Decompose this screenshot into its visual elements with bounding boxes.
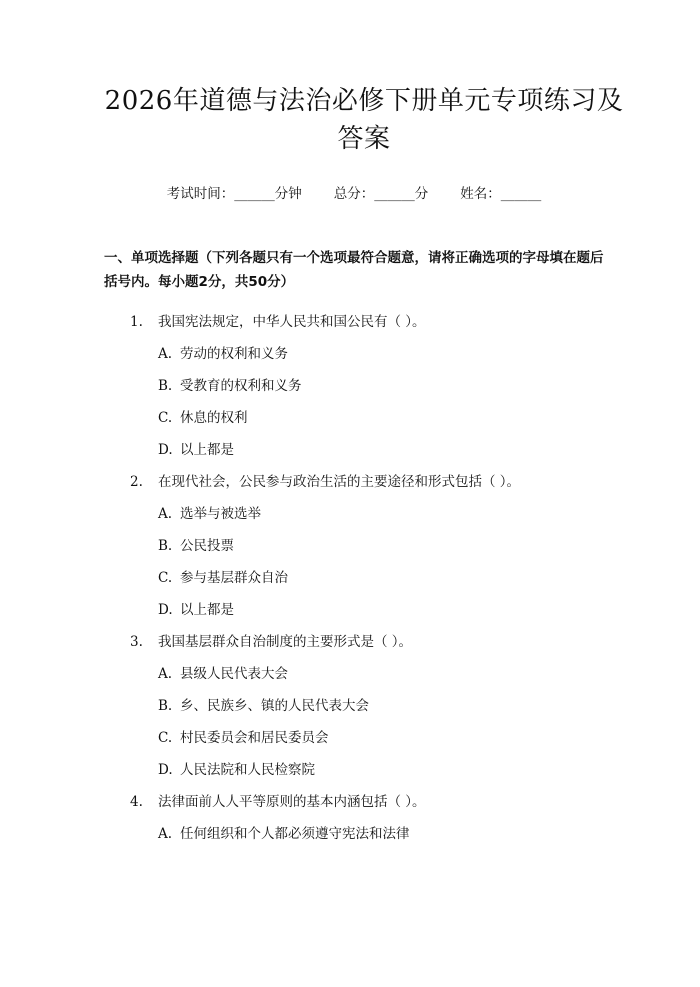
option-letter: D. bbox=[158, 762, 173, 778]
option-3-a bbox=[104, 664, 604, 696]
section-heading: 一、单项选择题（下列各题只有一个选项最符合题意，请将正确选项的字母填在题后括号内。每小题2分，共50分） bbox=[104, 250, 604, 290]
option-text: 受教育的权利和义务 bbox=[180, 378, 302, 394]
option-1-c bbox=[104, 408, 604, 440]
option-3-c bbox=[104, 728, 604, 760]
option-2-b bbox=[104, 536, 604, 568]
option-text: 选举与被选举 bbox=[180, 506, 261, 522]
option-text: 乡、民族乡、镇的人民代表大会 bbox=[180, 698, 369, 714]
option-letter: B. bbox=[158, 378, 173, 394]
option-letter: A. bbox=[158, 826, 173, 842]
option-letter: B. bbox=[158, 538, 173, 554]
question-text: 在现代社会，公民参与政治生活的主要途径和形式包括（ ）。 bbox=[158, 474, 521, 490]
exam-time-field: 考试时间：______分钟 bbox=[166, 186, 302, 202]
name-field: 姓名：______ bbox=[460, 186, 542, 202]
option-text: 以上都是 bbox=[180, 602, 234, 618]
option-text: 参与基层群众自治 bbox=[180, 570, 288, 586]
option-letter: D. bbox=[158, 602, 173, 618]
option-text: 人民法院和人民检察院 bbox=[180, 762, 315, 778]
option-letter: A. bbox=[158, 506, 173, 522]
question-text: 我国宪法规定，中华人民共和国公民有（ ）。 bbox=[158, 314, 426, 330]
question-number: 1. bbox=[130, 314, 143, 330]
option-1-b bbox=[104, 376, 604, 408]
document-title: 2026年道德与法治必修下册单元专项练习及答案 bbox=[104, 86, 624, 154]
option-letter: D. bbox=[158, 442, 173, 458]
option-text: 休息的权利 bbox=[180, 410, 248, 426]
option-2-d bbox=[104, 600, 604, 632]
option-letter: C. bbox=[158, 570, 173, 586]
option-4-a bbox=[104, 824, 604, 856]
option-text: 县级人民代表大会 bbox=[180, 666, 288, 682]
option-1-d bbox=[104, 440, 604, 472]
option-3-d bbox=[104, 760, 604, 792]
option-text: 任何组织和个人都必须遵守宪法和法律 bbox=[180, 826, 410, 842]
document-page bbox=[0, 82, 700, 987]
option-letter: A. bbox=[158, 346, 173, 362]
option-letter: A. bbox=[158, 666, 173, 682]
question-text: 我国基层群众自治制度的主要形式是（ ）。 bbox=[158, 634, 413, 650]
option-3-b bbox=[104, 696, 604, 728]
option-text: 劳动的权利和义务 bbox=[180, 346, 288, 362]
question-text: 法律面前人人平等原则的基本内涵包括（ ）。 bbox=[158, 794, 426, 810]
option-2-c bbox=[104, 568, 604, 600]
option-text: 以上都是 bbox=[180, 442, 234, 458]
question-list bbox=[104, 312, 604, 856]
option-text: 村民委员会和居民委员会 bbox=[180, 730, 329, 746]
total-score-field: 总分：______分 bbox=[333, 186, 429, 202]
question-number: 3. bbox=[130, 634, 143, 650]
option-letter: C. bbox=[158, 730, 173, 746]
option-letter: C. bbox=[158, 410, 173, 426]
question-2 bbox=[104, 472, 604, 504]
question-number: 4. bbox=[130, 794, 143, 810]
option-text: 公民投票 bbox=[180, 538, 234, 554]
question-1 bbox=[104, 312, 604, 344]
question-number: 2. bbox=[130, 474, 143, 490]
option-1-a bbox=[104, 344, 604, 376]
question-3 bbox=[104, 632, 604, 664]
exam-meta bbox=[104, 184, 604, 204]
option-2-a bbox=[104, 504, 604, 536]
question-4 bbox=[104, 792, 604, 824]
option-letter: B. bbox=[158, 698, 173, 714]
